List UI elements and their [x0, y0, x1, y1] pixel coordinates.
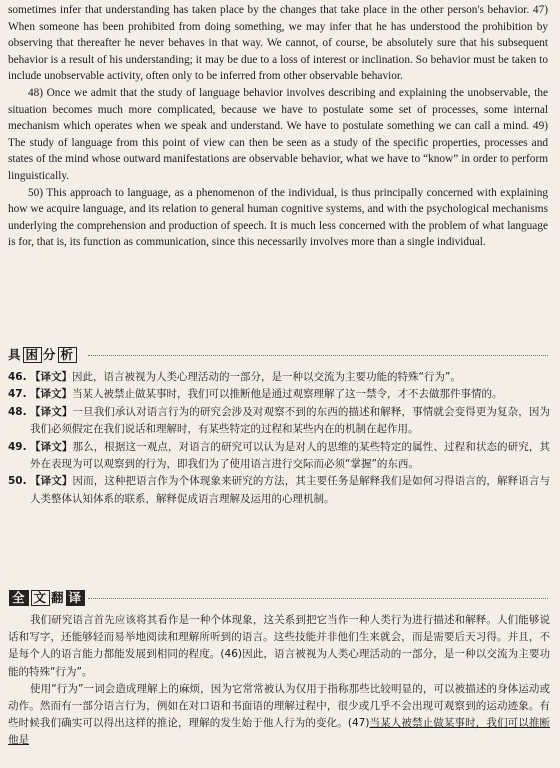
english-passage	[8, 2, 548, 251]
item-number: 49.	[8, 440, 27, 453]
section-header-char-3: 分	[43, 347, 57, 362]
paragraph-text: 使用“行为”一词会造成理解上的麻烦，因为它常常被认为仅用于指称那些比较明显的，可以被描述的身体运动或动作。然而有一部分语言行为，例如在对口语和书面语的理解过程中，很少或几乎不会出现可观察到的运动迹象。有些时候我们确实可以得出这样的推论，理解的发生始于他人行为的变化。(47)	[8, 682, 550, 730]
section-divider	[88, 355, 548, 356]
item-number: 48.	[8, 405, 27, 418]
item-number: 46.	[8, 371, 27, 383]
item-text: 那么，根据这一观点，对语言的研究可以认为是对人的思维的某些特定的属性、过程和状态的研究，其外在表现为可以观察到的行为，即我们为了使用语言进行交际而必须“掌握”的东西。	[30, 440, 551, 471]
english-paragraph-1: sometimes infer that understanding has taken place by the changes that take place in the other person's behavior. 47) When someone has been prohibited from doing something, we may infer that he has understood the prohibition by observing that thereafter he never behaves in that way. We cannot, of course, be absolutely sure that his subsequent behavior is a result of his understanding; it may be due to a loss of interest or inclination. So behavior must be taken to include unobservable activity, often only to be inferred from other observable behavior.	[8, 4, 548, 83]
translation-item-47	[8, 386, 550, 403]
translation-item-50	[8, 473, 550, 508]
section-header-char-1: 具	[8, 347, 22, 362]
underlined-sentence: 当某人被禁止做某事时，我们可以推断他是	[8, 717, 550, 747]
item-tag: 【译文】	[30, 371, 72, 383]
translation-item-48	[8, 404, 550, 439]
section-header-full-translation	[8, 588, 86, 606]
section-header-char-2: 困	[23, 347, 43, 363]
item-number: 47.	[8, 388, 27, 401]
english-paragraph-2: 48) Once we admit that the study of language behavior involves describing and explaining the unobservable, the situation becomes much more complicated, because we have to postulate some set of processes, some internal mechanism which operates when we speak and understand. We have to postulate something we can call a mind. 49) The study of language from this point of view can then be seen as a study of the specific properties, processes and states of the mind whose outward manifestations are observable behavior, what we have to “know” in order to perform linguistically.	[8, 86, 548, 182]
translation-list	[8, 369, 550, 508]
section-divider	[88, 598, 548, 599]
full-translation-paragraph-2	[8, 681, 550, 750]
item-number: 50.	[8, 475, 27, 488]
full-translation	[8, 612, 550, 750]
item-text: 因而，这种把语言作为个体现象来研究的方法，其主要任务是解释我们是如何习得语言的，解释语言与人类整体认知体系的联系，解释促成语言理解及运用的心理机制。	[30, 475, 551, 505]
item-tag: 【译文】	[30, 475, 73, 488]
item-tag: 【译文】	[30, 388, 72, 401]
item-text: 当某人被禁止做某事时，我们可以推断他是通过观察理解了这一禁令，才不去做那件事情的。	[72, 388, 503, 401]
section-header-char-4: 译	[66, 590, 86, 606]
translation-item-49	[8, 439, 550, 474]
full-translation-paragraph-1: 我们研究语言首先应该将其看作是一种个体现象，这关系到把它当作一种人类行为进行描述和解释。人们能够说话和写字，还能够轻而易举地阅读和理解所听到的语言。这些技能并非他们生来就会，而是需要后天习得。并且，不是每个人的语言能力都能发展到相同的程度。(46)因此，语言被视为人类心理活动的一部分，是一种以交流为主要功能的特殊“行为”。	[8, 614, 550, 678]
english-paragraph-3: 50) This approach to language, as a phenomenon of the individual, is thus principally concerned with explaining how we acquire language, and its relation to general human cognitive systems, and with the psychological mechanisms underlying the comprehension and production of speech. It is much less concerned with the problem of what language is for, that is, its function as communication, since this necessarily involves more than a single individual.	[8, 186, 548, 249]
section-header-analysis	[8, 345, 78, 363]
item-text: 因此，语言被视为人类心理活动的一部分，是一种以交流为主要功能的特殊“行为”。	[72, 371, 461, 383]
translation-item-46	[8, 369, 550, 386]
section-header-char-2: 文	[31, 590, 51, 606]
item-tag: 【译文】	[30, 405, 73, 418]
item-tag: 【译文】	[30, 440, 73, 453]
section-header-char-3: 翻	[51, 590, 65, 605]
section-header-char-1: 全	[9, 590, 29, 606]
section-header-char-4: 析	[58, 347, 78, 363]
item-text: 一旦我们承认对语言行为的研究会涉及对观察不到的东西的描述和解释，事情就会变得更为复杂，因为我们必须假定在我们说话和理解时，有某些特定的过程和某些内在的机制在起作用。	[30, 405, 551, 436]
